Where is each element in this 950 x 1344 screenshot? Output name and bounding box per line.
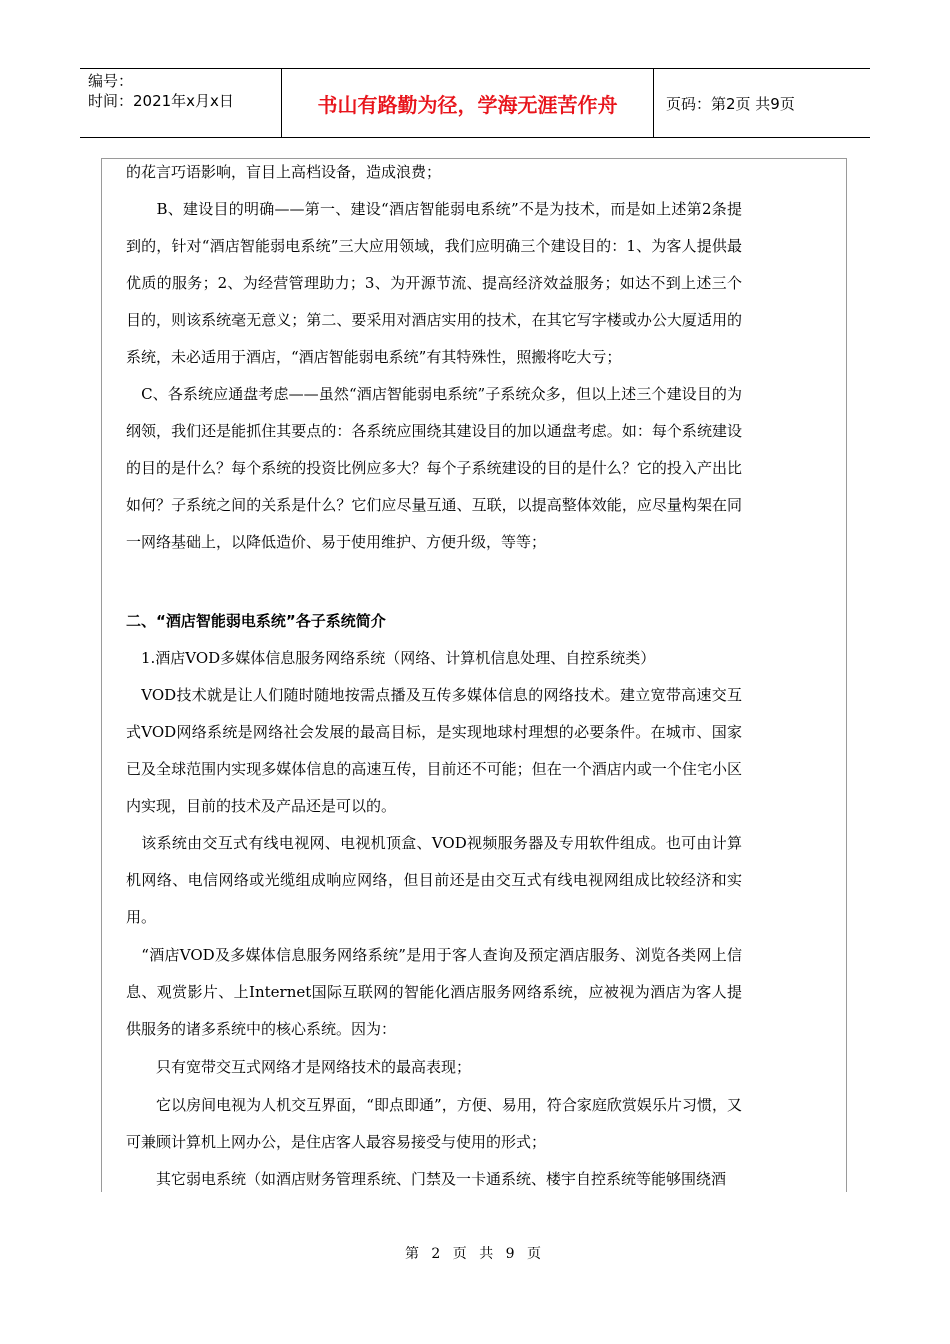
paragraph: VOD技术就是让人们随时随地按需点播及互传多媒体信息的网络技术。建立宽带高速交互式VOD网络系统是网络社会发展的最高目标，是实现地球村理想的必要条件。在城市、国家已及全球范围内实现多媒体信息的高速互传，目前还不可能；但在一个酒店内或一个住宅小区内实现，目前的技术及产品还是可以的。 [126,686,742,815]
paragraph: 只有宽带交互式网络才是网络技术的最高表现； [126,1058,472,1076]
document-time-label: 时间：2021年x月x日 [88,92,234,110]
page-footer: 第 2 页 共 9 页 [404,1246,546,1262]
paragraph: C、各系统应通盘考虑——虽然“酒店智能弱电系统”子系统众多，但以上述三个建设目的为纲领，我们还是能抓住其要点的：各系统应围绕其建设目的加以通盘考虑。如：每个系统建设的目的是什么？每个系统的投资比例应多大？每个子系统建设的目的是什么？它的投入产出比如何？子系统之间的关系是什么？它们应尽量互通、互联，以提高整体效能，应尽量构架在同一网络基础上，以降低造价、易于使用维护、方便升级，等等； [126,385,742,551]
header-motto: 书山有路勤为径，学海无涯苦作舟 [282,69,654,137]
paragraph: B、建设目的明确——第一、建设“酒店智能弱电系统”不是为技术，而是如上述第2条提到的，针对“酒店智能弱电系统”三大应用领域，我们应明确三个建设目的：1、为客人提供最优质的服务；2、为经营管理助力；3、为开源节流、提高经济效益服务；如达不到上述三个目的，则该系统毫无意义；第二、要采用对酒店实用的技术，在其它写字楼或办公大厦适用的系统，未必适用于酒店，“酒店智能弱电系统”有其特殊性，照搬将吃大亏； [126,200,742,366]
header-meta [80,69,282,137]
paragraph: 其它弱电系统（如酒店财务管理系统、门禁及一卡通系统、楼宇自控系统等能够围绕酒 [126,1170,727,1188]
document-number-label: 编号： [88,72,134,90]
header-page-number: 页码：第2页 共9页 [666,94,795,113]
paragraph: 1.酒店VOD多媒体信息服务网络系统（网络、计算机信息处理、自控系统类） [126,649,656,667]
paragraph: 该系统由交互式有线电视网、电视机顶盒、VOD视频服务器及专用软件组成。也可由计算机网络、电信网络或光缆组成响应网络，但目前还是由交互式有线电视网组成比较经济和实用。 [126,834,742,926]
page-header [80,68,870,138]
paragraph: 的花言巧语影响，盲目上高档设备，造成浪费； [126,163,442,181]
section-heading: 二、“酒店智能弱电系统”各子系统简介 [126,612,386,630]
paragraph: 它以房间电视为人机交互界面，“即点即通”，方便、易用，符合家庭欣赏娱乐片习惯，又可兼顾计算机上网办公，是住店客人最容易接受与使用的形式； [126,1096,742,1151]
paragraph: “酒店VOD及多媒体信息服务网络系统”是用于客人查询及预定酒店服务、浏览各类网上信息、观赏影片、上Internet国际互联网的智能化酒店服务网络系统，应被视为酒店为客人提供服务的诸多系统中的核心系统。因为： [126,946,742,1038]
